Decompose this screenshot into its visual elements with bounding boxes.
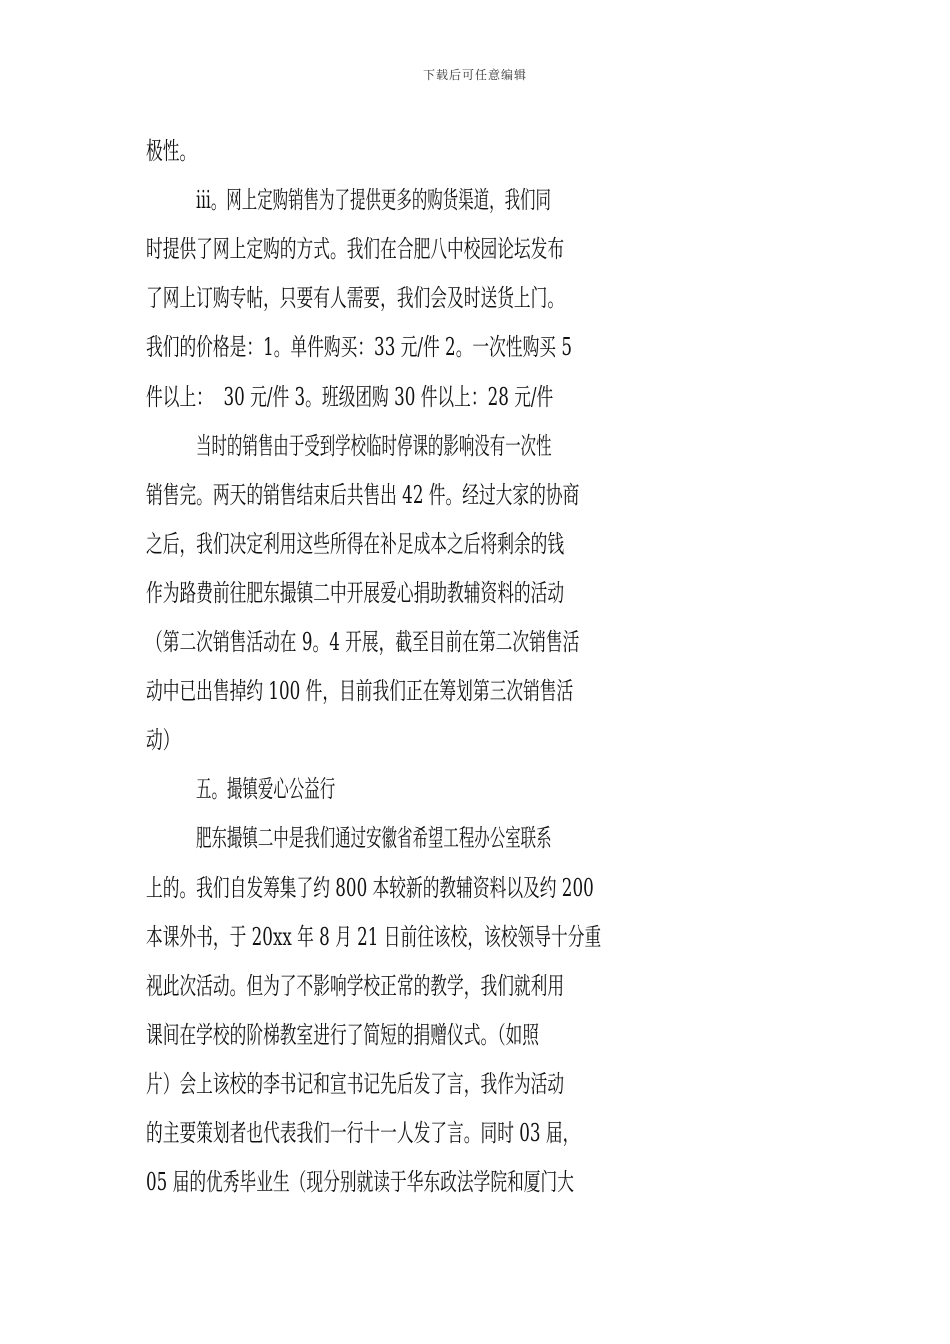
text-line: 05 届的优秀毕业生（现分别就读于华东政法学院和厦门大: [146, 1168, 574, 1196]
text-line: 动）: [146, 726, 180, 754]
text-line: 当时的销售由于受到学校临时停课的影响没有一次性: [196, 432, 552, 460]
text-line: 课间在学校的阶梯教室进行了简短的捐赠仪式。（如照: [146, 1021, 540, 1049]
text-line: 的主要策划者也代表我们一行十一人发了言。同时 03 届，: [146, 1119, 580, 1147]
text-line: 本课外书，于 20xx 年 8 月 21 日前往该校，该校领导十分重: [146, 923, 602, 951]
page-header: 下载后可任意编辑: [422, 68, 527, 82]
text-line: 极性。: [146, 137, 197, 165]
text-line: 五。撮镇爱心公益行: [196, 775, 336, 803]
text-line: （第二次销售活动在 9。4 开展，截至目前在第二次销售活: [146, 628, 580, 656]
text-line: 销售完。两天的销售结束后共售出 42 件。经过大家的协商: [146, 481, 580, 509]
text-line: 我们的价格是：1。单件购买：33 元/件 2。一次性购买 5: [146, 333, 572, 361]
text-line: iii。网上定购销售为了提供更多的购货渠道，我们同: [196, 186, 551, 214]
text-line: 时提供了网上定购的方式。我们在合肥八中校园论坛发布: [146, 235, 565, 263]
text-line: 动中已出售掉约 100 件，目前我们正在筹划第三次销售活: [146, 677, 574, 705]
text-line: 肥东撮镇二中是我们通过安徽省希望工程办公室联系: [196, 824, 552, 852]
text-line: 片）会上该校的李书记和宣书记先后发了言，我作为活动: [146, 1070, 565, 1098]
text-line: 视此次活动。但为了不影响学校正常的教学，我们就利用: [146, 972, 565, 1000]
text-line: 件以上： 30 元/件 3。班级团购 30 件以上：28 元/件: [146, 383, 554, 411]
text-line: 上的。我们自发筹集了约 800 本较新的教辅资料以及约 200: [146, 874, 594, 902]
text-line: 作为路费前往肥东撮镇二中开展爱心捐助教辅资料的活动: [146, 579, 565, 607]
text-line: 了网上订购专帖，只要有人需要，我们会及时送货上门。: [146, 284, 565, 312]
text-line: 之后，我们决定利用这些所得在补足成本之后将剩余的钱: [146, 530, 565, 558]
